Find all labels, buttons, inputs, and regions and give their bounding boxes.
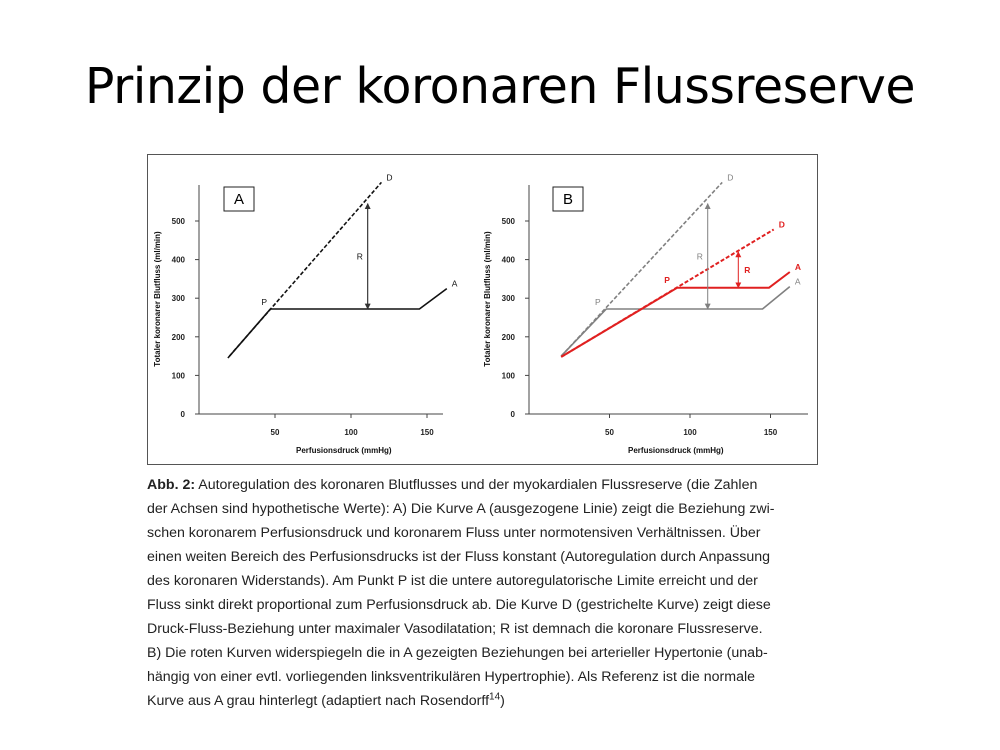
y-tick-label: 100	[171, 371, 185, 381]
y-tick-label: 100	[501, 371, 515, 381]
caption-text: Kurve aus A grau hinterlegt (adaptiert nach Rosendorff	[147, 693, 490, 709]
reserve-label: R	[356, 251, 363, 262]
y-tick-label: 0	[510, 410, 515, 419]
caption-line-9: hängig von einer evtl. vorliegenden linksventrikulären Hypertrophie). Als Referenz ist die normale	[147, 669, 756, 685]
y-tick-label: 400	[501, 255, 515, 265]
series-label: D	[727, 172, 734, 183]
caption-label: Abb. 2:	[147, 477, 196, 493]
figure-frame	[147, 154, 818, 465]
y-axis-label: Totaler koronarer Blutfluss (ml/min)	[483, 231, 492, 367]
reference-superscript: 14	[489, 691, 501, 703]
series-label: D	[386, 172, 393, 183]
panel-label: B	[562, 191, 574, 208]
x-tick-label: 50	[605, 428, 614, 437]
x-axis-label: Perfusionsdruck (mmHg)	[628, 446, 724, 455]
series-line-a-red	[561, 272, 790, 357]
caption-line-5: des koronaren Widerstands). Am Punkt P ist die untere autoregulatorische Limite erreicht und der	[147, 573, 758, 589]
caption-line-1	[147, 473, 827, 497]
x-tick-label: 150	[763, 428, 778, 437]
point-p-label: P	[595, 297, 601, 308]
panel-label: A	[233, 191, 245, 208]
y-tick-label: 300	[501, 294, 515, 304]
caption-line-4: einen weiten Bereich des Perfusionsdrucks ist der Fluss konstant (Autoregulation durch Anpassung	[147, 549, 771, 565]
y-tick-label: 400	[171, 255, 185, 265]
figure-canvas	[148, 155, 817, 464]
slide-title: Prinzip der koronaren Flussreserve	[84, 58, 916, 115]
series-label: D	[778, 219, 785, 230]
x-tick-label: 100	[344, 428, 358, 437]
y-tick-label: 500	[501, 217, 515, 226]
reserve-label: R	[744, 264, 751, 275]
reserve-label: R	[696, 251, 703, 262]
x-axis-label: Perfusionsdruck (mmHg)	[296, 446, 392, 455]
y-tick-label: 300	[171, 294, 185, 304]
y-tick-label: 200	[501, 332, 515, 342]
series-label: A	[451, 278, 458, 289]
series-label: A	[794, 276, 801, 287]
caption-text: Autoregulation des koronaren Blutflusses und der myokardialen Flussreserve (die Zahlen	[195, 477, 758, 493]
series-label: A	[794, 261, 801, 272]
caption-closing: )	[500, 693, 505, 709]
x-tick-label: 50	[270, 428, 280, 437]
y-tick-label: 500	[171, 217, 185, 226]
y-tick-label: 0	[180, 410, 185, 419]
series-line-d-red	[561, 230, 774, 357]
point-p-label: P	[261, 297, 267, 308]
caption-line-3: schen koronarem Perfusionsdruck und koronarem Fluss unter normotensiven Verhältnissen. Über	[147, 525, 761, 541]
caption-line-8: B) Die roten Kurven widerspiegeln die in A gezeigten Beziehungen bei arterieller Hypertonie (unab-	[147, 645, 768, 661]
figure-caption	[147, 473, 827, 713]
caption-line-7: Druck-Fluss-Beziehung unter maximaler Vasodilatation; R ist demnach die koronare Flussreserve.	[147, 621, 763, 637]
caption-line-6: Fluss sinkt direkt proportional zum Perfusionsdruck ab. Die Kurve D (gestrichelte Kurve) zeigt diese	[147, 597, 771, 613]
x-tick-label: 100	[683, 428, 697, 437]
point-p-label: P	[664, 274, 670, 285]
y-tick-label: 200	[171, 332, 185, 342]
x-tick-label: 150	[420, 428, 434, 437]
caption-line-10	[147, 689, 827, 713]
caption-line-2: der Achsen sind hypothetische Werte): A) Die Kurve A (ausgezogene Linie) zeigt die Beziehung zwi-	[147, 501, 775, 517]
y-axis-label: Totaler koronarer Blutfluss (ml/min)	[153, 231, 162, 367]
